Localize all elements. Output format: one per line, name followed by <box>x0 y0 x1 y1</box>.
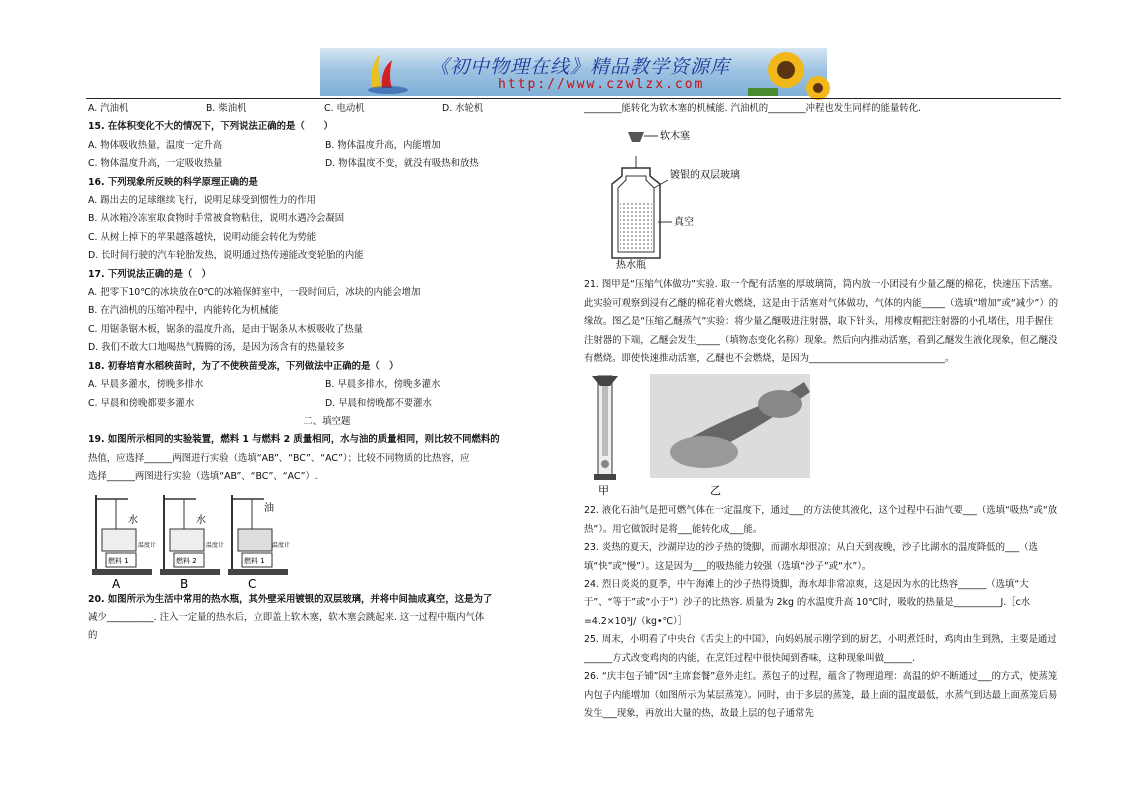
thermometer-label: 温度计 <box>206 541 225 549</box>
option: C. 物体温度升高，一定吸收热量 <box>88 158 223 170</box>
apparatus-c <box>228 495 290 591</box>
liquid-label: 水 <box>128 514 138 526</box>
cork-label: 软木塞 <box>660 131 690 143</box>
figure-letter: A <box>112 576 121 591</box>
q15-options-row1 <box>88 137 566 155</box>
cork-icon <box>628 132 644 142</box>
figure-letter: C <box>248 576 257 591</box>
question-19-line3: 选择______两图进行实验（选填“AB”、“BC”、“AC”）. <box>88 471 318 483</box>
figure-letter: B <box>180 576 189 591</box>
apparatus-a <box>92 495 156 591</box>
thermos-figure <box>598 118 798 272</box>
question-21: 21. 图甲是“压缩气体做功”实验. 取一个配有活塞的厚玻璃筒，筒内放一小团浸有少量乙醚的棉花，快速压下活塞。此实验可观察到浸有乙醚的棉花着火燃烧，这是由于活塞对气体做功，气体的内能_____（选填“增加”或“减少”）的缘故。图乙是“压缩乙醚蒸气”实验：将少量乙醚吸进注射器，取下针头，用橡皮帽把注射器的小孔堵住，用手握住注射器的下端，乙醚会发生_____（填物态变化名称）现象。然后向内推动活塞，看到乙醚发生液化现象，但乙醚没有燃烧。即使快速推动活塞，乙醚也不会燃烧，是因为_____________________________。 <box>584 279 1059 365</box>
apparatus-b <box>160 495 224 591</box>
question-17: 17. 下列说法正确的是（ ） <box>88 268 211 280</box>
option: A. 物体吸收热量，温度一定升高 <box>88 139 223 151</box>
question-18: 18. 初春培育水稻秧苗时，为了不使秧苗受冻，下列做法中正确的是（ ） <box>88 360 399 372</box>
option: A. 踢出去的足球继续飞行，说明足球受到惯性力的作用 <box>88 195 316 207</box>
q15-options-row2 <box>88 155 566 173</box>
vacuum-label: 真空 <box>674 217 694 229</box>
figure-jia-label: 甲 <box>598 484 609 498</box>
question-19: 19. 如图所示相同的实验装置，燃料 1 与燃料 2 质量相同，水与油的质量相同，则比较不同燃料的 <box>88 434 500 446</box>
fuel-label: 燃料 1 <box>108 556 129 565</box>
question-20-continued: ________能转化为软木塞的机械能. 汽油机的________冲程也发生同样的能量转化. <box>584 103 922 114</box>
option: A. 把零下10℃的冰块放在0℃的冰箱保鲜室中，一段时间后，冰块的内能会增加 <box>88 287 421 299</box>
question-16: 16. 下列现象所反映的科学原理正确的是 <box>88 176 258 188</box>
question-20-line3: 的 <box>88 630 98 642</box>
option: A. 汽油机 <box>88 103 129 114</box>
question-26: 26. “庆丰包子铺”因“主席套餐”意外走红。蒸包子的过程，蕴含了物理道理：高温的炉不断通过___的方式，使蒸笼内包子内能增加（如图所示为某层蒸笼）。同时，由于多层的蒸笼，最上面的温度最低，水蒸气到达最上面蒸笼后易发生___现象，再放出大量的热，故最上层的包子通常先 <box>584 671 1058 719</box>
q18-options-row1 <box>88 376 566 394</box>
option: C. 从树上掉下的苹果越落越快，说明动能会转化为势能 <box>88 231 317 243</box>
option: D. 物体温度不变，就没有吸热和放热 <box>325 158 479 170</box>
option: D. 我们不敢大口地喝热气腾腾的汤，是因为汤含有的热量较多 <box>88 342 345 354</box>
option: C. 电动机 <box>324 103 365 114</box>
banner-url[interactable]: http://www.czwlzx.com <box>498 77 705 92</box>
option: D. 长时间行驶的汽车轮胎发热，说明通过热传递能改变轮胎的内能 <box>88 250 364 262</box>
banner-title: 《初中物理在线》精品教学资源库 <box>430 56 731 78</box>
question-23: 23. 炎热的夏天，沙湖岸边的沙子热的烫脚，而湖水却很凉；从白天到夜晚，沙子比湖水的温度降低的___（选填“快”或“慢”）。这是因为___的吸热能力较强（选填“沙子”或“水”）。 <box>584 542 1038 572</box>
compression-figure <box>584 368 824 498</box>
figure-yi-label: 乙 <box>710 484 721 498</box>
liquid-label: 油 <box>264 502 274 514</box>
liquid-label: 水 <box>196 514 206 526</box>
right-column <box>584 100 1060 723</box>
left-column <box>88 100 566 646</box>
question-19-line2: 热值，应选择______两图进行实验（选填“AB”、“BC”、“AC”）；比较不同物质的比热容，应 <box>88 452 470 464</box>
thermometer-label: 温度计 <box>138 541 157 549</box>
logo-icon <box>358 48 418 96</box>
sunflower-icon <box>748 48 828 96</box>
question-20: 20. 如图所示为生活中常用的热水瓶，其外壁采用镀银的双层玻璃，并将中间抽成真空，这是为了 <box>88 593 493 605</box>
section-heading: 二、填空题 <box>303 415 351 427</box>
question-20-line2: 减少__________. 注入一定量的热水后，立即盖上软木塞，软木塞会跳起来. 这一过程中瓶内气体 <box>88 611 485 623</box>
option: B. 柴油机 <box>206 103 247 114</box>
option: B. 从冰箱冷冻室取食物时手常被食物粘住，说明水遇冷会凝固 <box>88 213 345 225</box>
glass-label: 镀银的双层玻璃 <box>670 170 740 182</box>
option: B. 在汽油机的压缩冲程中，内能转化为机械能 <box>88 305 279 317</box>
option: C. 用锯条锯木板，锯条的温度升高，是由于锯条从木板吸收了热量 <box>88 323 364 335</box>
option: D. 水轮机 <box>442 103 484 114</box>
q14-options <box>88 100 566 118</box>
fuel-experiment-figure <box>88 491 291 591</box>
question-15: 15. 在体积变化不大的情况下，下列说法正确的是（ ） <box>88 121 333 133</box>
header-banner <box>320 48 827 96</box>
q18-options-row2 <box>88 395 566 413</box>
header-rule <box>86 98 1061 99</box>
question-25: 25. 周末，小明看了中央台《舌尖上的中国》，向妈妈展示刚学到的厨艺，小明煮饪时，鸡肉由生到熟，主要是通过______方式改变鸡肉的内能，在烹饪过程中很快闻到香味，这种现象叫做______. <box>584 634 1057 664</box>
thermometer-label: 温度计 <box>272 541 291 549</box>
option: D. 早晨和傍晚都不要灌水 <box>325 397 432 409</box>
option: B. 早晨多排水，傍晚多灌水 <box>325 379 441 391</box>
option: B. 物体温度升高，内能增加 <box>325 139 441 151</box>
fuel-label: 燃料 2 <box>176 556 197 565</box>
option: A. 早晨多灌水，傍晚多排水 <box>88 379 204 391</box>
option: C. 早晨和傍晚都要多灌水 <box>88 397 195 409</box>
flask-name: 热水瓶 <box>616 260 646 272</box>
question-22: 22. 液化石油气是把可燃气体在一定温度下，通过___的方法使其液化，这个过程中石油气要___（选填“吸热”或“放热”）。用它做饭时是将___能转化成___能。 <box>584 505 1058 535</box>
fuel-label: 燃料 1 <box>244 556 265 565</box>
question-24: 24. 烈日炎炎的夏季，中午海滩上的沙子热得烫脚，海水却非常凉爽，这是因为水的比热容______（选填“大于”、“等于”或“小于”）沙子的比热容. 质量为 2kg 的水温度升高 10℃时，吸收的热量是__________J.［c水=4.2×10³J/（kg•℃）］ <box>584 579 1031 627</box>
